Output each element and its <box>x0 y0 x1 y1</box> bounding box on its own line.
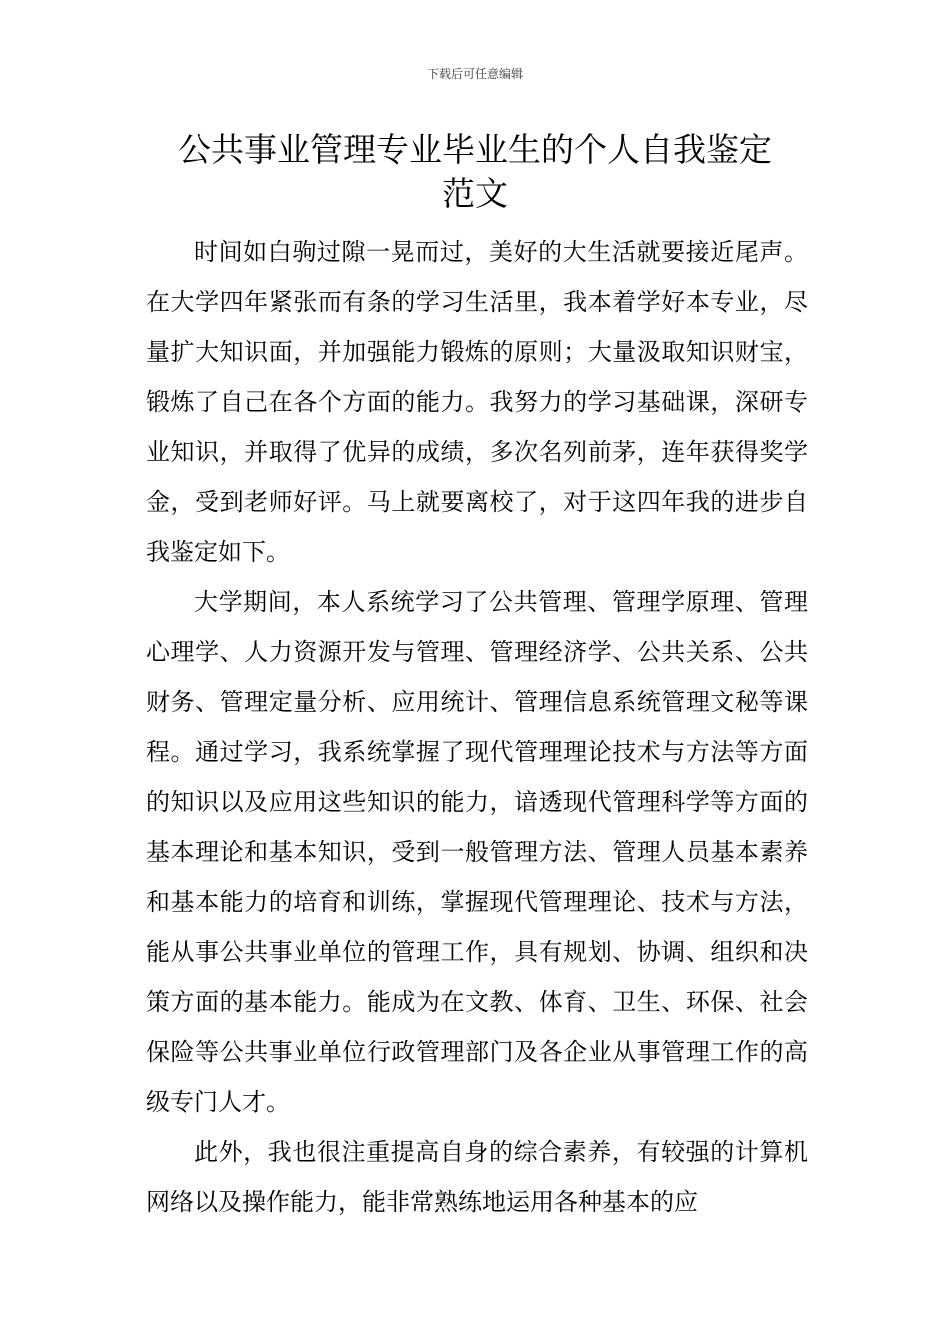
document-body <box>146 227 808 1227</box>
paragraph-skills: 此外，我也很注重提高自身的综合素养，有较强的计算机网络以及操作能力，能非常熟练地运用各种基本的应 <box>146 1138 808 1216</box>
paragraph-intro: 时间如白驹过隙一晃而过，美好的大生活就要接近尾声。在大学四年紧张而有条的学习生活里，我本着学好本专业，尽量扩大知识面，并加强能力锻炼的原则；大量汲取知识财宝，锻炼了自己在各个方面的能力。我努力的学习基础课，深研专业知识，并取得了优异的成绩，多次名列前茅，连年获得奖学金，受到老师好评。马上就要离校了，对于这四年我的进步自我鉴定如下。 <box>146 238 808 566</box>
title-line-1: 公共事业管理专业毕业生的个人自我鉴定 <box>178 130 772 169</box>
title-line-2: 范文 <box>442 174 508 213</box>
header-note: 下载后可任意编辑 <box>426 67 523 81</box>
document-title <box>140 128 810 216</box>
paragraph-courses: 大学期间，本人系统学习了公共管理、管理学原理、管理心理学、人力资源开发与管理、管理经济学、公共关系、公共财务、管理定量分析、应用统计、管理信息系统管理文秘等课程。通过学习，我系统掌握了现代管理理论技术与方法等方面的知识以及应用这些知识的能力，谙透现代管理科学等方面的基本理论和基本知识，受到一般管理方法、管理人员基本素养和基本能力的培育和训练，掌握现代管理理论、技术与方法，能从事公共事业单位的管理工作，具有规划、协调、组织和决策方面的基本能力。能成为在文教、体育、卫生、环保、社会保险等公共事业单位行政管理部门及各企业从事管理工作的高级专门人才。 <box>146 588 808 1116</box>
